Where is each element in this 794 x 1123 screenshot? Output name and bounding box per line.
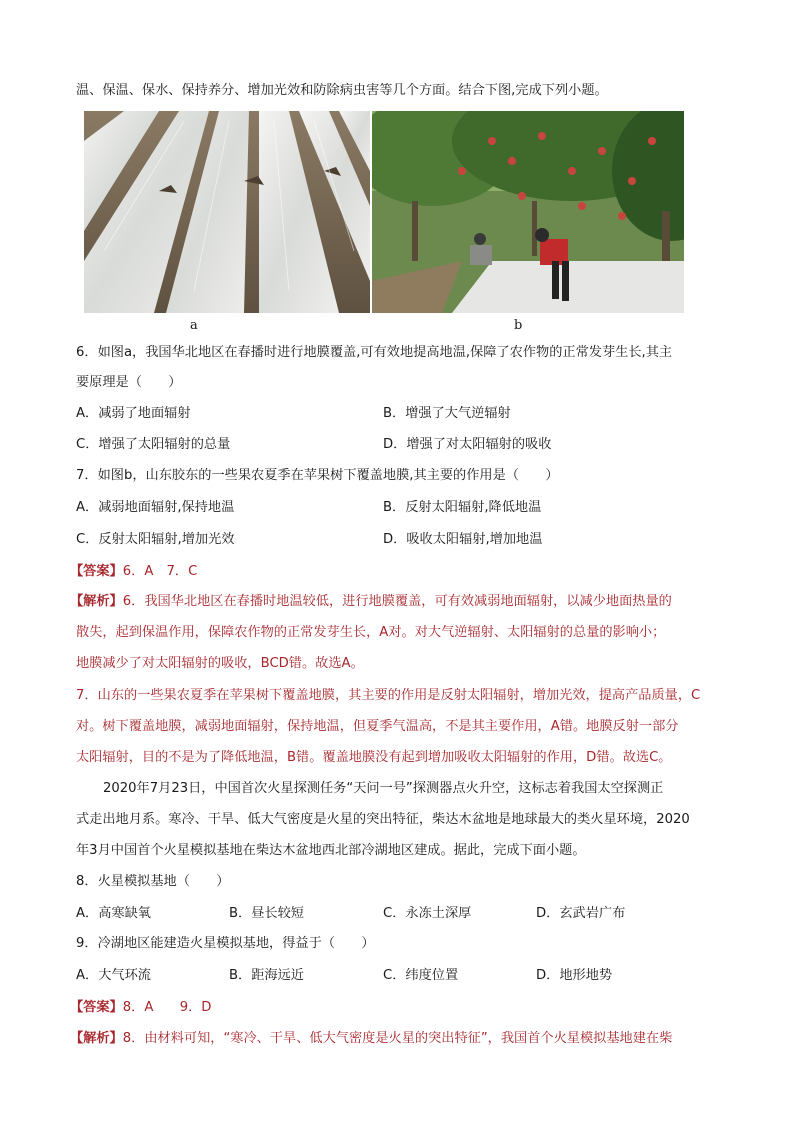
answer-text: 8．A 9．D [122,1000,212,1015]
q9-option-c: C．纬度位置 [383,968,459,983]
figure-b-caption: b [514,318,523,333]
q7-option-c: C．反射太阳辐射,增加光效 [76,532,235,547]
analysis-text: 8．由材料可知，“寒冷、干旱、低大气密度是火星的突出特征”，我国首个火星模拟基地建在柴 [122,1031,673,1046]
q9-option-a: A．大气环流 [76,968,151,983]
q6-stem-line1: 6．如图a，我国华北地区在春播时进行地膜覆盖,可有效地提高地温,保障了农作物的正常发芽生长,其主 [76,345,673,360]
analysis-tag: 【解析】 [70,1031,123,1046]
q7-stem: 7．如图b，山东胶东的一些果农夏季在苹果树下覆盖地膜,其主要的作用是（ ） [76,468,559,483]
q6-option-b: B．增强了大气逆辐射 [383,406,511,421]
figure-group [84,111,684,313]
q8-option-a: A．高寒缺氧 [76,906,151,921]
photo-a-mulch-film-field [84,111,370,313]
analysis-1-line6: 太阳辐射，目的不是为了降低地温，B错。覆盖地膜没有起到增加吸收太阳辐射的作用，D错。故选C。 [76,750,672,765]
passage2-line3: 年3月中国首个火星模拟基地在柴达木盆地西北部冷湖地区建成。据此，完成下面小题。 [76,843,586,858]
q8-option-b: B．昼长较短 [229,906,304,921]
q6-stem-line2: 要原理是（ ） [76,375,182,390]
q8-option-c: C．永冻土深厚 [383,906,472,921]
analysis-1-line2: 散失，起到保温作用，保障农作物的正常发芽生长，A对。对大气逆辐射、太阳辐射的总量的影响小； [76,625,666,640]
answer-tag: 【答案】 [70,564,123,579]
q9-option-d: D．地形地势 [536,968,613,983]
q6-option-a: A．减弱了地面辐射 [76,406,191,421]
q8-stem: 8．火星模拟基地（ ） [76,874,230,889]
analysis-2-line1 [70,1029,726,1049]
q7-option-b: B．反射太阳辐射,降低地温 [383,500,542,515]
photo-b-apple-orchard [372,111,684,313]
q7-option-a: A．减弱地面辐射,保持地温 [76,500,235,515]
answer-text: 6．A 7．C [122,564,198,579]
figure-a-caption: a [190,318,198,333]
q6-option-c: C．增强了太阳辐射的总量 [76,437,231,452]
intro-line: 温、保温、保水、保持养分、增加光效和防除病虫害等几个方面。结合下图,完成下列小题。 [76,83,608,98]
answer-block-2 [70,998,720,1018]
passage2-line2: 式走出地月系。寒冷、干旱、低大气密度是火星的突出特征，柴达木盆地是地球最大的类火星环境，2020 [76,812,690,827]
q6-option-d: D．增强了对太阳辐射的吸收 [383,437,552,452]
plastic-film-field-image [84,111,370,313]
analysis-1-line5: 对。树下覆盖地膜，减弱地面辐射，保持地温，但夏季气温高，不是其主要作用，A错。地膜反射一部分 [76,719,679,734]
passage2-line1: 2020年7月23日，中国首次火星探测任务“天问一号”探测器点火升空，这标志着我国太空探测正 [103,781,664,796]
q9-stem: 9．冷湖地区能建造火星模拟基地，得益于（ ） [76,936,375,951]
q9-option-b: B．距海远近 [229,968,304,983]
analysis-1-line3: 地膜减少了对太阳辐射的吸收，BCD错。故选A。 [76,656,364,671]
analysis-1-line1 [70,592,720,612]
answer-tag: 【答案】 [70,1000,123,1015]
q8-option-d: D．玄武岩广布 [536,906,626,921]
answer-block-1 [70,562,720,582]
analysis-tag: 【解析】 [70,594,123,609]
analysis-1-line4: 7．山东的一些果农夏季在苹果树下覆盖地膜，其主要的作用是反射太阳辐射，增加光效，提高产品质量，C [76,688,701,703]
apple-orchard-image [372,111,684,313]
q7-option-d: D．吸收太阳辐射,增加地温 [383,532,543,547]
analysis-text: 6．我国华北地区在春播时地温较低，进行地膜覆盖，可有效减弱地面辐射，以减少地面热量的 [122,594,672,609]
